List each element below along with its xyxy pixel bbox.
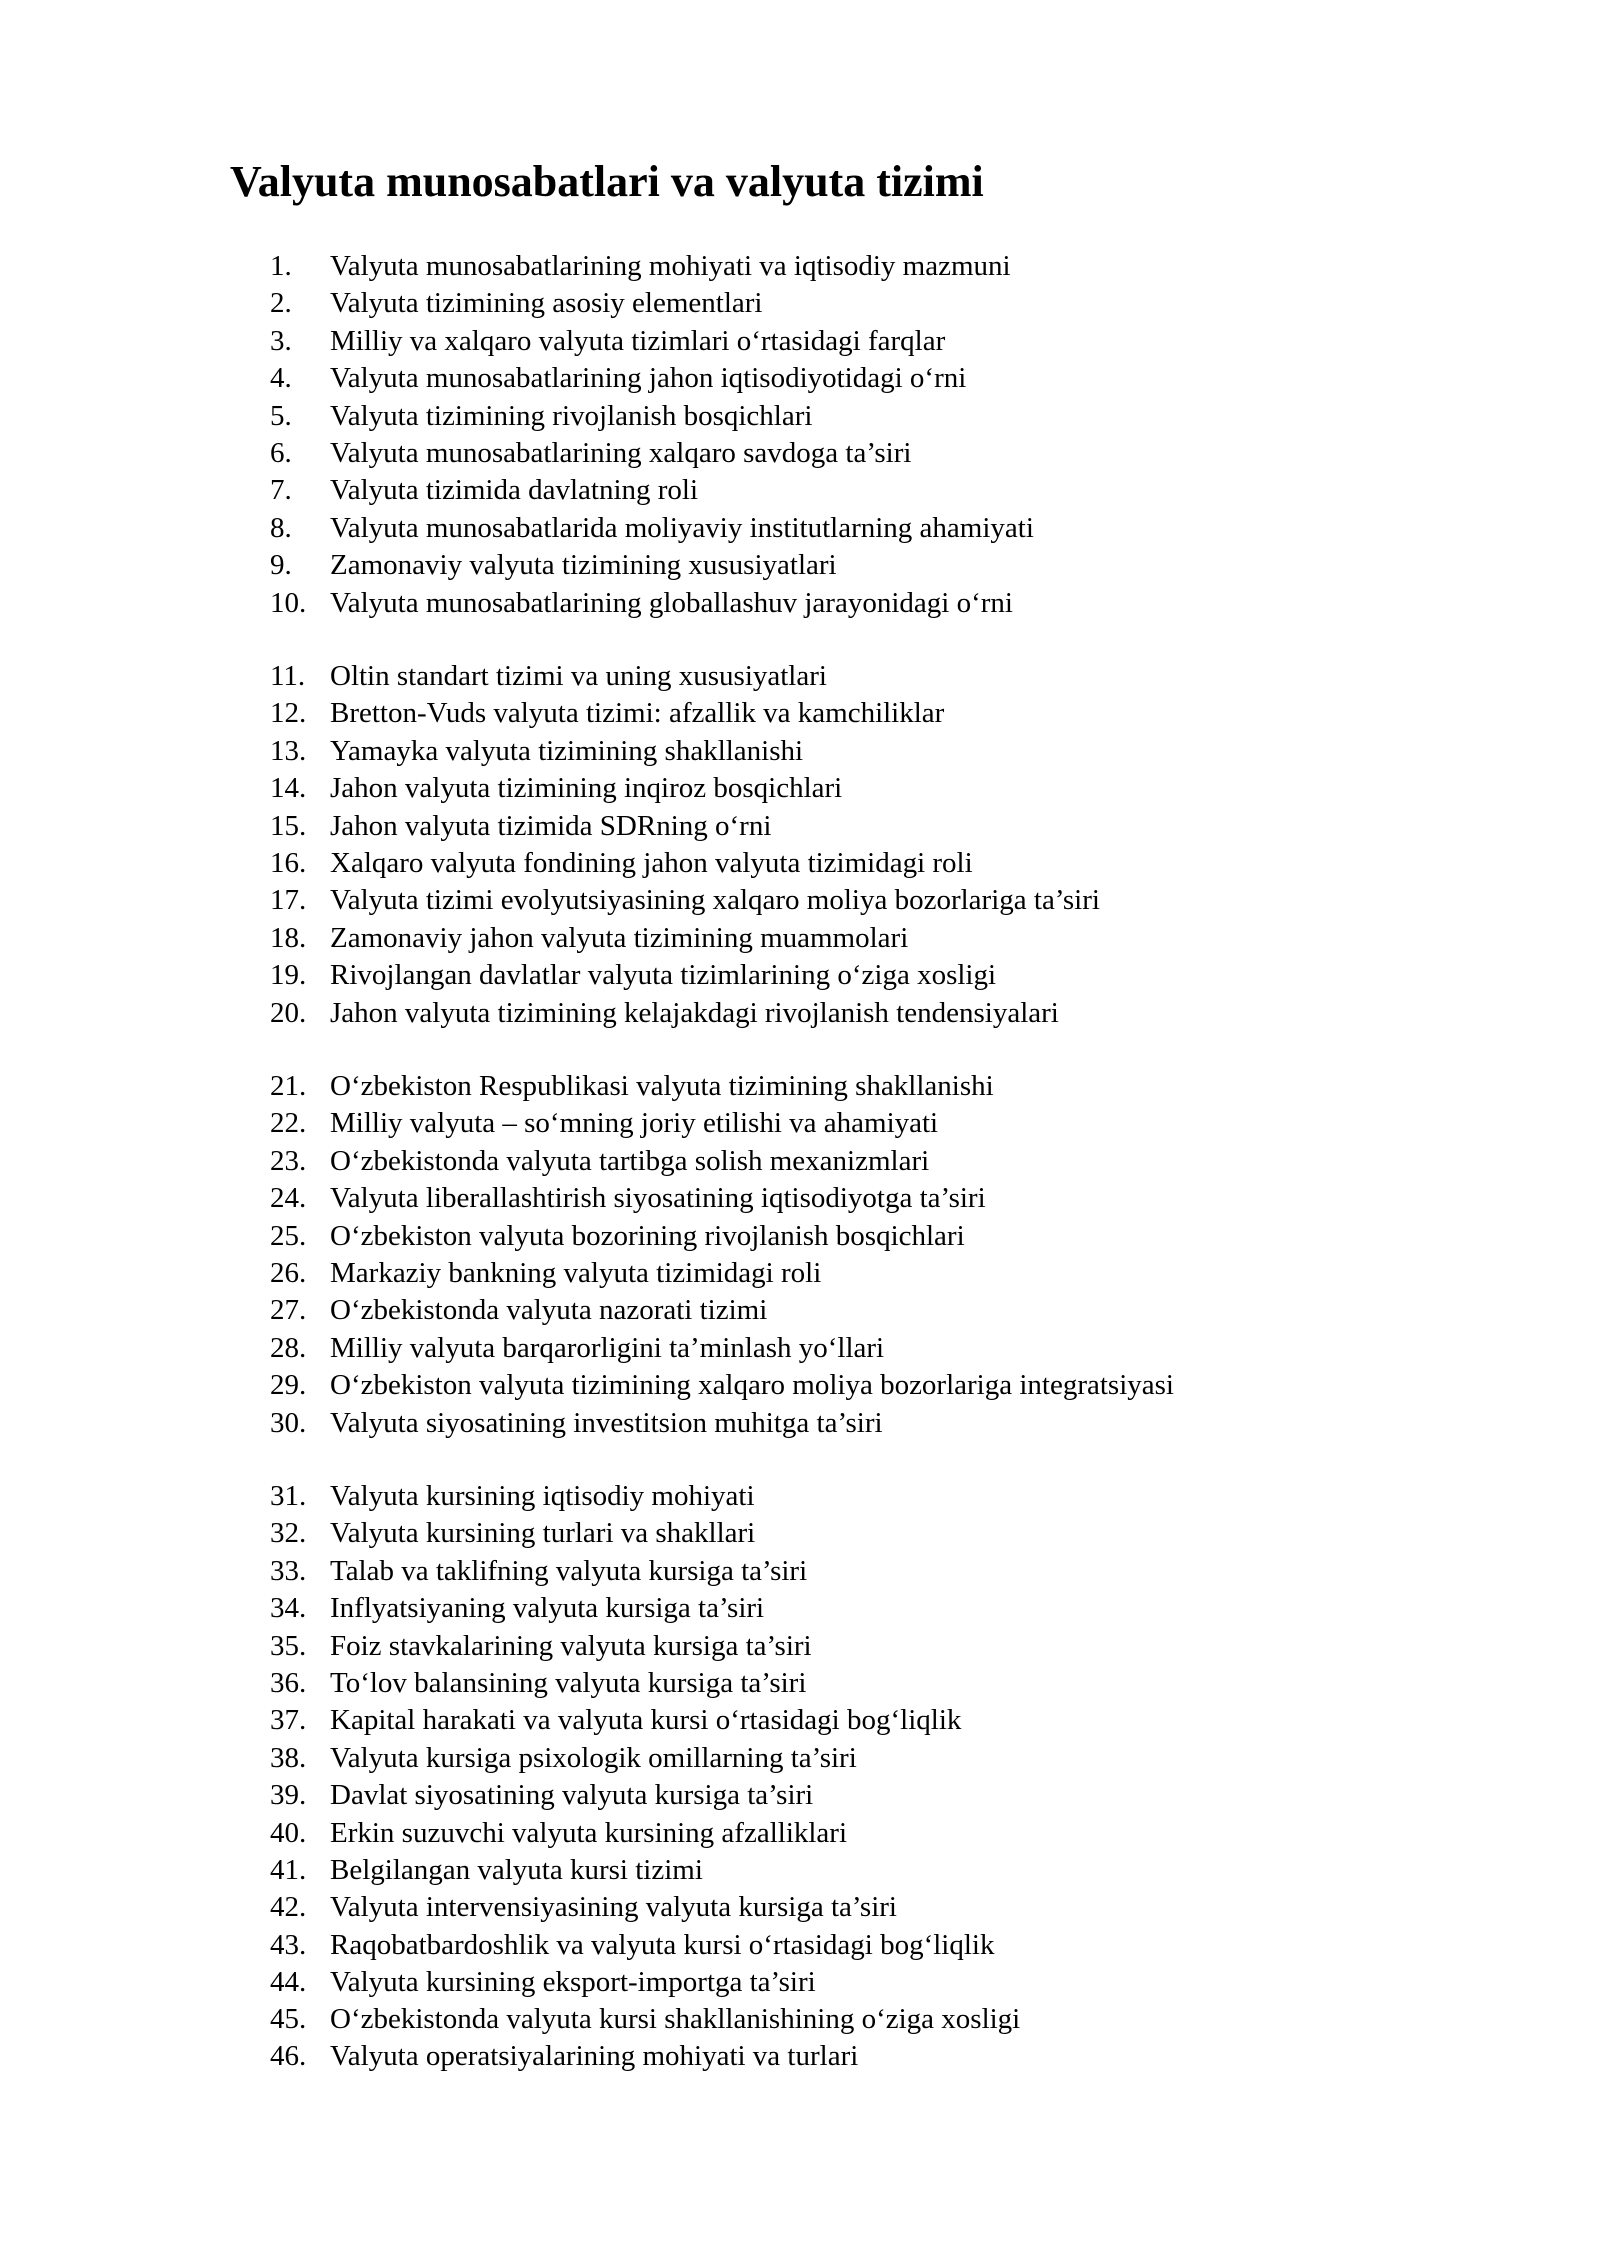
item-text: Valyuta kursining iqtisodiy mohiyati bbox=[330, 1480, 755, 1512]
list-item bbox=[270, 1292, 1174, 1329]
topic-group bbox=[270, 248, 1034, 622]
item-number: 42. bbox=[270, 1891, 307, 1924]
list-item bbox=[270, 808, 1100, 845]
item-text: Jahon valyuta tizimining inqiroz bosqichlari bbox=[330, 772, 843, 805]
list-item bbox=[270, 1180, 1174, 1217]
list-item bbox=[270, 1777, 1020, 1814]
item-text: O‘zbekiston valyuta tizimining xalqaro moliya bozorlariga integratsiyasi bbox=[330, 1369, 1174, 1402]
list-item bbox=[270, 585, 1034, 622]
item-number: 14. bbox=[270, 772, 307, 805]
item-text: Rivojlangan davlatlar valyuta tizimlarining o‘ziga xosligi bbox=[330, 959, 997, 992]
item-text: Davlat siyosatining valyuta kursiga ta’siri bbox=[330, 1779, 814, 1812]
item-number: 21. bbox=[270, 1070, 307, 1102]
item-text: Milliy valyuta – so‘mning joriy etilishi va ahamiyati bbox=[330, 1107, 939, 1140]
list-item bbox=[270, 1702, 1020, 1739]
list-item bbox=[270, 2038, 858, 2075]
item-text: O‘zbekistonda valyuta kursi shakllanishining o‘ziga xosligi bbox=[330, 2003, 1021, 2036]
item-text: Valyuta munosabatlarida moliyaviy institutlarning ahamiyati bbox=[330, 511, 1034, 544]
list-item bbox=[270, 845, 1100, 882]
item-number: 12. bbox=[270, 697, 307, 730]
topic-group bbox=[270, 1068, 1174, 1442]
item-text: Valyuta munosabatlarining xalqaro savdoga ta’siri bbox=[330, 436, 912, 469]
item-text: Milliy va xalqaro valyuta tizimlari o‘rtasidagi farqlar bbox=[330, 324, 946, 357]
list-item bbox=[270, 472, 1034, 509]
item-text: Belgilangan valyuta kursi tizimi bbox=[330, 1853, 703, 1886]
list-item bbox=[270, 1628, 1020, 1665]
list-item bbox=[270, 1590, 1020, 1627]
topic-group bbox=[270, 2038, 858, 2075]
list-item bbox=[270, 1478, 1020, 1515]
list-item bbox=[270, 1218, 1174, 1255]
item-number: 13. bbox=[270, 734, 307, 767]
item-number: 32. bbox=[270, 1517, 307, 1550]
item-number: 27. bbox=[270, 1294, 307, 1327]
item-number: 15. bbox=[270, 809, 307, 842]
list-item bbox=[270, 2001, 1020, 2038]
item-number: 29. bbox=[270, 1369, 307, 1402]
list-item bbox=[270, 435, 1034, 472]
item-text: Jahon valyuta tizimining kelajakdagi rivojlanish tendensiyalari bbox=[330, 996, 1059, 1029]
item-number: 2. bbox=[270, 287, 292, 320]
item-number: 46. bbox=[270, 2040, 307, 2072]
item-number: 31. bbox=[270, 1480, 307, 1512]
item-number: 24. bbox=[270, 1182, 307, 1215]
item-text: Yamayka valyuta tizimining shakllanishi bbox=[330, 734, 804, 767]
list-item bbox=[270, 1330, 1174, 1367]
item-number: 26. bbox=[270, 1256, 307, 1289]
list-item bbox=[270, 1515, 1020, 1552]
item-number: 33. bbox=[270, 1554, 307, 1587]
item-text: Valyuta tizimining rivojlanish bosqichlari bbox=[330, 399, 813, 432]
list-item bbox=[270, 398, 1034, 435]
item-text: Kapital harakati va valyuta kursi o‘rtasidagi bog‘liqlik bbox=[330, 1704, 962, 1737]
item-number: 17. bbox=[270, 884, 307, 917]
item-number: 38. bbox=[270, 1741, 307, 1774]
item-number: 7. bbox=[270, 474, 292, 507]
list-item bbox=[270, 1815, 1020, 1852]
item-text: Milliy valyuta barqarorligini ta’minlash yo‘llari bbox=[330, 1331, 885, 1364]
list-item bbox=[270, 1927, 1020, 1964]
item-text: Valyuta tizimining asosiy elementlari bbox=[330, 287, 763, 320]
item-number: 5. bbox=[270, 399, 292, 432]
item-text: Valyuta kursiga psixologik omillarning ta’siri bbox=[330, 1741, 857, 1774]
list-item bbox=[270, 733, 1100, 770]
list-item bbox=[270, 1143, 1174, 1180]
list-item bbox=[270, 248, 1034, 285]
item-text: Valyuta munosabatlarining globallashuv jarayonidagi o‘rni bbox=[330, 586, 1013, 619]
list-item bbox=[270, 547, 1034, 584]
item-number: 11. bbox=[270, 660, 306, 692]
item-number: 40. bbox=[270, 1816, 307, 1849]
item-number: 35. bbox=[270, 1629, 307, 1662]
item-text: Valyuta operatsiyalarining mohiyati va turlari bbox=[330, 2040, 859, 2072]
item-number: 16. bbox=[270, 846, 307, 879]
item-number: 20. bbox=[270, 996, 307, 1029]
list-item bbox=[270, 1889, 1020, 1926]
item-text: Raqobatbardoshlik va valyuta kursi o‘rtasidagi bog‘liqlik bbox=[330, 1928, 995, 1961]
item-text: O‘zbekiston valyuta bozorining rivojlanish bosqichlari bbox=[330, 1219, 965, 1252]
item-text: Erkin suzuvchi valyuta kursining afzalliklari bbox=[330, 1816, 848, 1849]
item-text: Zamonaviy jahon valyuta tizimining muammolari bbox=[330, 921, 909, 954]
item-number: 43. bbox=[270, 1928, 307, 1961]
list-item bbox=[270, 1964, 1020, 2001]
item-text: Valyuta liberallashtirish siyosatining iqtisodiyotga ta’siri bbox=[330, 1182, 986, 1215]
item-number: 19. bbox=[270, 959, 307, 992]
list-item bbox=[270, 1068, 1174, 1105]
list-item bbox=[270, 1852, 1020, 1889]
topic-group bbox=[270, 658, 1100, 1032]
list-item bbox=[270, 1740, 1020, 1777]
item-text: O‘zbekiston Respublikasi valyuta tizimining shakllanishi bbox=[330, 1070, 994, 1102]
item-number: 45. bbox=[270, 2003, 307, 2036]
item-number: 1. bbox=[270, 250, 292, 282]
list-item bbox=[270, 658, 1100, 695]
item-number: 36. bbox=[270, 1666, 307, 1699]
item-text: Valyuta kursining eksport-importga ta’siri bbox=[330, 1966, 816, 1999]
item-text: Markaziy bankning valyuta tizimidagi roli bbox=[330, 1256, 822, 1289]
item-text: Talab va taklifning valyuta kursiga ta’siri bbox=[330, 1554, 808, 1587]
item-text: Valyuta siyosatining investitsion muhitga ta’siri bbox=[330, 1406, 883, 1439]
list-item bbox=[270, 995, 1100, 1032]
list-item bbox=[270, 510, 1034, 547]
item-text: Valyuta kursining turlari va shakllari bbox=[330, 1517, 756, 1550]
list-item bbox=[270, 1405, 1174, 1442]
item-text: O‘zbekistonda valyuta tartibga solish mexanizmlari bbox=[330, 1144, 930, 1177]
item-number: 6. bbox=[270, 436, 292, 469]
item-number: 41. bbox=[270, 1853, 307, 1886]
item-text: Oltin standart tizimi va uning xususiyatlari bbox=[330, 660, 827, 692]
list-item bbox=[270, 882, 1100, 919]
item-number: 39. bbox=[270, 1779, 307, 1812]
list-item bbox=[270, 1665, 1020, 1702]
item-number: 4. bbox=[270, 362, 292, 395]
list-item bbox=[270, 1105, 1174, 1142]
item-text: Bretton-Vuds valyuta tizimi: afzallik va kamchiliklar bbox=[330, 697, 945, 730]
list-item bbox=[270, 360, 1034, 397]
item-text: Xalqaro valyuta fondining jahon valyuta tizimidagi roli bbox=[330, 846, 973, 879]
item-number: 22. bbox=[270, 1107, 307, 1140]
item-text: Valyuta tizimi evolyutsiyasining xalqaro moliya bozorlariga ta’siri bbox=[330, 884, 1100, 917]
item-number: 44. bbox=[270, 1966, 307, 1999]
item-number: 25. bbox=[270, 1219, 307, 1252]
item-text: Valyuta munosabatlarining mohiyati va iqtisodiy mazmuni bbox=[330, 250, 1011, 282]
list-item bbox=[270, 1367, 1174, 1404]
topic-group bbox=[270, 1478, 1020, 2039]
item-text: Foiz stavkalarining valyuta kursiga ta’siri bbox=[330, 1629, 812, 1662]
item-number: 18. bbox=[270, 921, 307, 954]
item-number: 8. bbox=[270, 511, 292, 544]
item-number: 23. bbox=[270, 1144, 307, 1177]
item-number: 37. bbox=[270, 1704, 307, 1737]
item-number: 9. bbox=[270, 549, 292, 582]
page-title: Valyuta munosabatlari va valyuta tizimi bbox=[230, 157, 984, 206]
list-item bbox=[270, 920, 1100, 957]
list-item bbox=[270, 957, 1100, 994]
item-text: Inflyatsiyaning valyuta kursiga ta’siri bbox=[330, 1592, 765, 1625]
item-text: Jahon valyuta tizimida SDRning o‘rni bbox=[330, 809, 772, 842]
list-item bbox=[270, 770, 1100, 807]
list-item bbox=[270, 1255, 1174, 1292]
list-item bbox=[270, 285, 1034, 322]
item-number: 10. bbox=[270, 586, 307, 619]
item-text: Valyuta tizimida davlatning roli bbox=[330, 474, 699, 507]
item-text: Valyuta munosabatlarining jahon iqtisodiyotidagi o‘rni bbox=[330, 362, 967, 395]
item-text: O‘zbekistonda valyuta nazorati tizimi bbox=[330, 1294, 768, 1327]
item-text: Valyuta intervensiyasining valyuta kursiga ta’siri bbox=[330, 1891, 897, 1924]
item-number: 3. bbox=[270, 324, 292, 357]
item-number: 34. bbox=[270, 1592, 307, 1625]
item-text: To‘lov balansining valyuta kursiga ta’siri bbox=[330, 1666, 807, 1699]
item-text: Zamonaviy valyuta tizimining xususiyatlari bbox=[330, 549, 837, 582]
item-number: 28. bbox=[270, 1331, 307, 1364]
item-number: 30. bbox=[270, 1406, 307, 1439]
list-item bbox=[270, 695, 1100, 732]
list-item bbox=[270, 1553, 1020, 1590]
list-item bbox=[270, 323, 1034, 360]
